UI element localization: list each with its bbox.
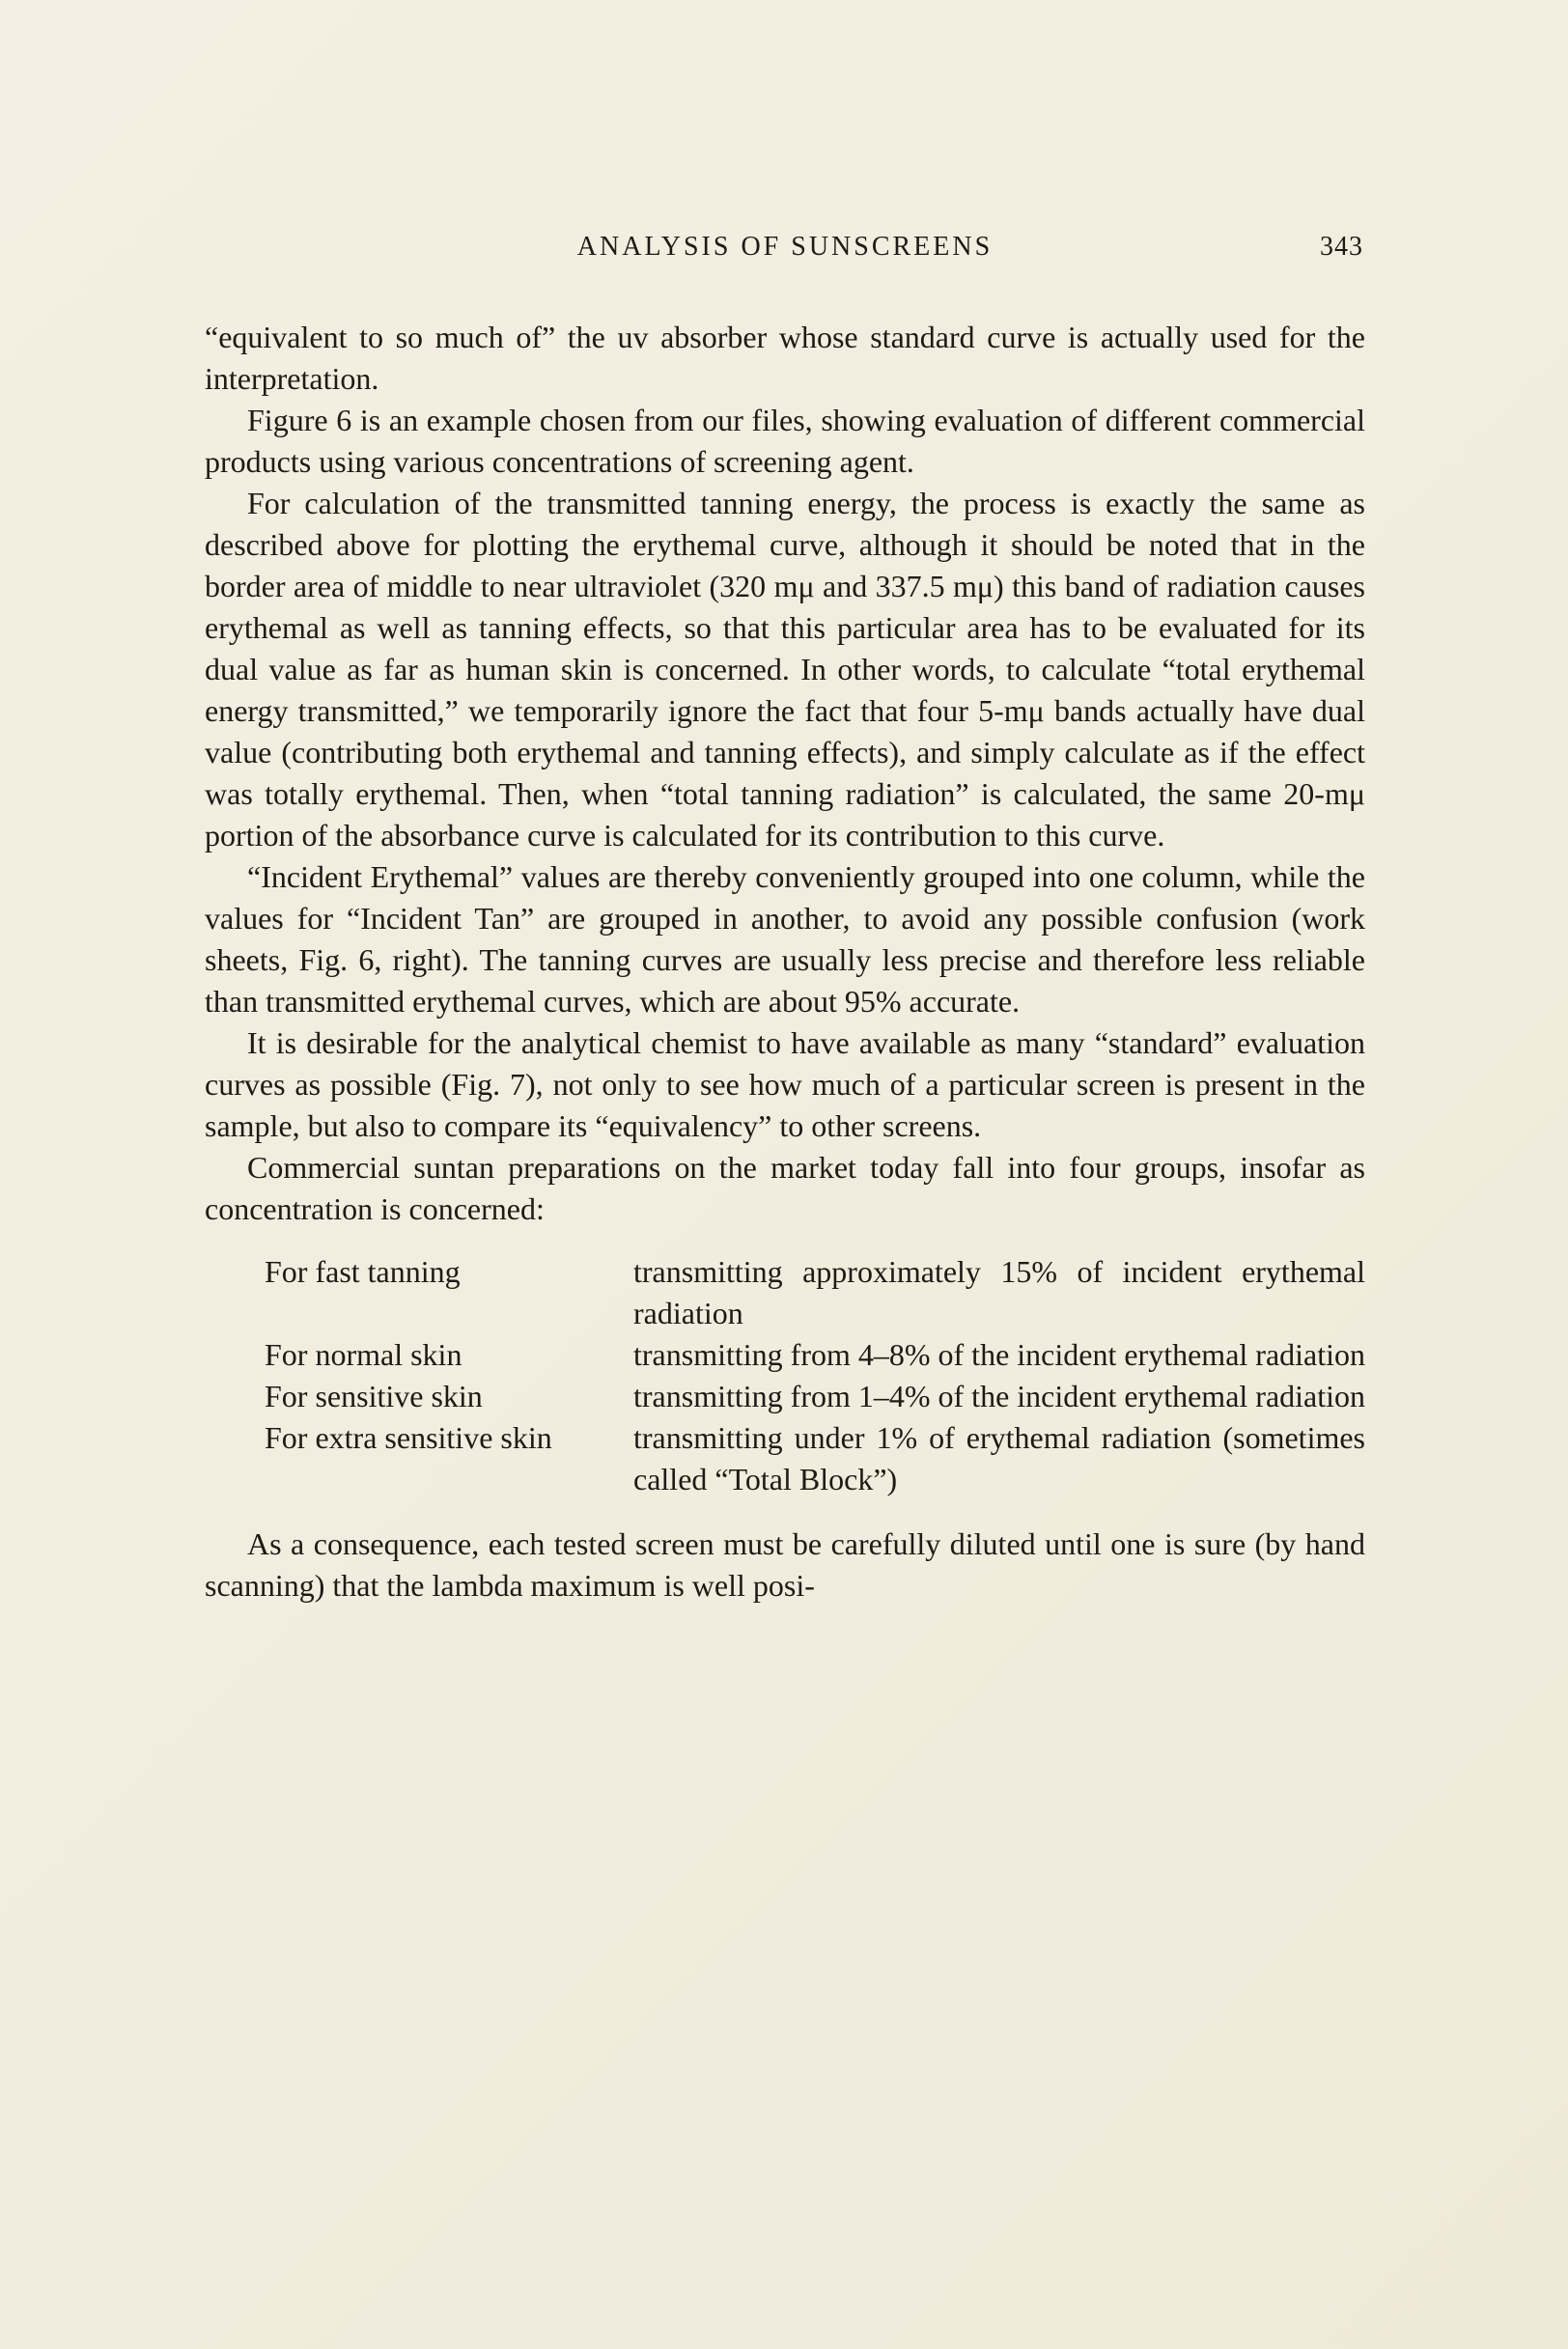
tanning-group-description: transmitting from 1–4% of the incident erythemal radiation xyxy=(633,1379,1366,1413)
running-head-title: ANALYSIS OF SUNSCREENS xyxy=(576,232,994,262)
tanning-group-label: For fast tanning xyxy=(265,1254,461,1289)
tanning-group-description: transmitting approximately 15% of incident erythemal radiation xyxy=(633,1254,1365,1330)
paragraph: It is desirable for the analytical chemist to have available as many “standard” evaluation curves as possible (Fig. 7), not only to see how much of a particular screen is present in the sample, but also to compare its “equivalency” to other screens. xyxy=(205,1025,1365,1143)
tanning-group-label: For normal skin xyxy=(265,1337,462,1372)
paragraph: For calculation of the transmitted tanning energy, the process is exactly the same as described above for plotting the erythemal curve, although it should be noted that in the border area of middle to near ultraviolet (320 mμ and 337.5 mμ) this band of radiation causes erythemal as well as tanning effects, so that this particular area has to be evaluated for its dual value as far as human skin is concerned. In other words, to calculate “total erythemal energy transmitted,” we temporarily ignore the fact that four 5-mμ bands actually have dual value (contributing both erythemal and tanning effects), and simply calculate as if the effect was totally erythemal. Then, when “total tanning radiation” is calculated, the same 20-mμ portion of the absorbance curve is calculated for its contribution to this curve. xyxy=(205,486,1365,853)
page-number: 343 xyxy=(1320,232,1363,262)
paragraph: Commercial suntan preparations on the market today fall into four groups, insofar as concentration is concerned: xyxy=(205,1150,1365,1226)
paragraph: “Incident Erythemal” values are thereby conveniently grouped into one column, while the values for “Incident Tan” are grouped in another, to avoid any possible confusion (work sheets, Fig. 6, right). The tanning curves are usually less precise and therefore less reliable than transmitted erythemal curves, which are about 95% accurate. xyxy=(205,859,1365,1019)
tanning-group-description: transmitting from 4–8% of the incident erythemal radiation xyxy=(633,1337,1366,1372)
tanning-group-row xyxy=(265,1376,1365,1417)
running-head xyxy=(205,232,1365,263)
tanning-group-description: transmitting under 1% of erythemal radiation (sometimes called “Total Block”) xyxy=(633,1420,1365,1496)
tanning-groups-list xyxy=(205,1251,1365,1500)
closing-paragraph: As a consequence, each tested screen must be carefully diluted until one is sure (by hand scanning) that the lambda maximum is well posi- xyxy=(205,1526,1365,1603)
page-content xyxy=(205,232,1365,1607)
tanning-group-row xyxy=(265,1251,1365,1334)
tanning-group-label: For sensitive skin xyxy=(265,1379,483,1413)
paragraph-continuation: “equivalent to so much of” the uv absorber whose standard curve is actually used for the interpretation. xyxy=(205,320,1365,396)
tanning-group-row xyxy=(265,1417,1365,1500)
tanning-group-row xyxy=(265,1334,1365,1376)
tanning-group-label: For extra sensitive skin xyxy=(265,1420,552,1455)
paragraph: Figure 6 is an example chosen from our files, showing evaluation of different commercial products using various concentrations of screening agent. xyxy=(205,403,1365,479)
